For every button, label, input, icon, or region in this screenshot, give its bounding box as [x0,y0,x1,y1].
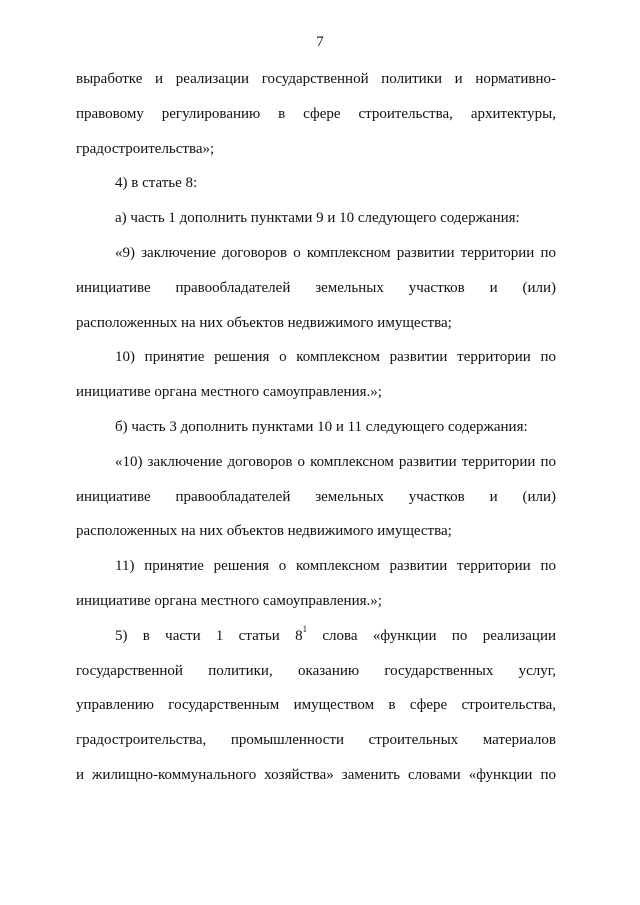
text-line: а) часть 1 дополнить пунктами 9 и 10 следующего содержания: [115,210,520,227]
text-line [76,619,556,654]
text-line: «9) заключение договоров о комплексном развитии территории по [115,244,556,261]
text-line: управлению государственным имуществом в сфере строительства, [76,697,556,714]
superscript: 1 [302,623,308,634]
text-line: государственной политики, оказанию государственных услуг, [76,662,556,679]
text-line: инициативе органа местного самоуправления.»; [76,592,382,609]
text-segment: слова «функции по реализации [307,627,557,644]
text-line: расположенных на них объектов недвижимого имущества; [76,523,452,540]
text-line: инициативе правообладателей земельных участков и (или) [76,488,556,505]
text-line: инициативе органа местного самоуправления.»; [76,384,382,401]
text-line: б) часть 3 дополнить пунктами 10 и 11 следующего содержания: [115,418,528,435]
page-number: 7 [316,34,324,50]
text-line: 10) принятие решения о комплексном развитии территории по [115,349,556,366]
text-line: градостроительства»; [76,140,215,157]
text-line: «10) заключение договоров о комплексном развитии территории по [115,453,556,470]
text-line: выработке и реализации государственной политики и нормативно- [76,71,556,87]
text-line: 11) принятие решения о комплексном развитии территории по [115,558,556,575]
text-line: градостроительства, промышленности строительных материалов [76,732,556,749]
document-body [76,62,556,793]
text-line: расположенных на них объектов недвижимого имущества; [76,314,452,331]
text-line: инициативе правообладателей земельных участков и (или) [76,279,556,296]
text-line: правовому регулированию в сфере строительства, архитектуры, [76,105,556,122]
text-line: 4) в статье 8: [115,175,198,192]
text-segment: 5) в части 1 статьи 8 [115,627,303,644]
text-line: и жилищно-коммунального хозяйства» заменить словами «функции по [76,766,556,783]
